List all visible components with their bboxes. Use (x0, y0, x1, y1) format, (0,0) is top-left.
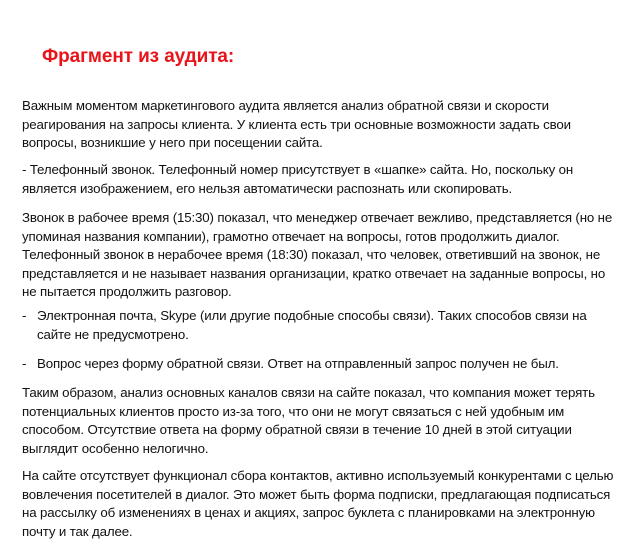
conclusion-paragraph: Таким образом, анализ основных каналов связи на сайте показал, что компания может терять потенциальных клиентов просто из-за того, что они не могут связаться с ней удобным им способом. Отсутствие ответа на форму обратной связи в течение 10 дней в этой ситуации выглядит особенно нелогично. (22, 385, 595, 456)
document-heading: Фрагмент из аудита: (42, 46, 235, 67)
list-item-feedback-form (22, 355, 622, 374)
phone-paragraph: - Телефонный звонок. Телефонный номер присутствует в «шапке» сайта. Но, поскольку он является изображением, его нельзя автоматически распознать или скопировать. (22, 162, 574, 196)
recommendation-paragraph: На сайте отсутствует функционал сбора контактов, активно используемый конкурентами с целью вовлечения посетителей в диалог. Это может быть форма подписки, предлагающая подписаться на рассылку об изменениях в ценах и акциях, запрос буклета с планировками на электронную почту и так далее. (22, 468, 614, 539)
list-item-email (22, 307, 622, 344)
list-item-text: Электронная почта, Skype (или другие подобные способы связи). Таких способов связи на сайте не предусмотрено. (37, 308, 587, 342)
bullet-dash: - (22, 356, 27, 371)
list-item-text: Вопрос через форму обратной связи. Ответ на отправленный запрос получен не был. (37, 356, 559, 371)
calls-paragraph: Звонок в рабочее время (15:30) показал, что менеджер отвечает вежливо, представляется (но не упоминая названия компании), грамотно отвечает на вопросы, готов продолжить диалог. Телефонный звонок в нерабочее время (18:30) показал, что человек, ответивший на звонок, не представляется и не называет названия организации, кратко отвечает на заданные вопросы, но не пытается продолжить разговор. (22, 210, 613, 300)
intro-paragraph: Важным моментом маркетингового аудита является анализ обратной связи и скорости реагирования на запросы клиента. У клиента есть три основные возможности задать свои вопросы, возникшие у него при посещении сайта. (22, 98, 571, 151)
bullet-dash: - (22, 308, 27, 323)
